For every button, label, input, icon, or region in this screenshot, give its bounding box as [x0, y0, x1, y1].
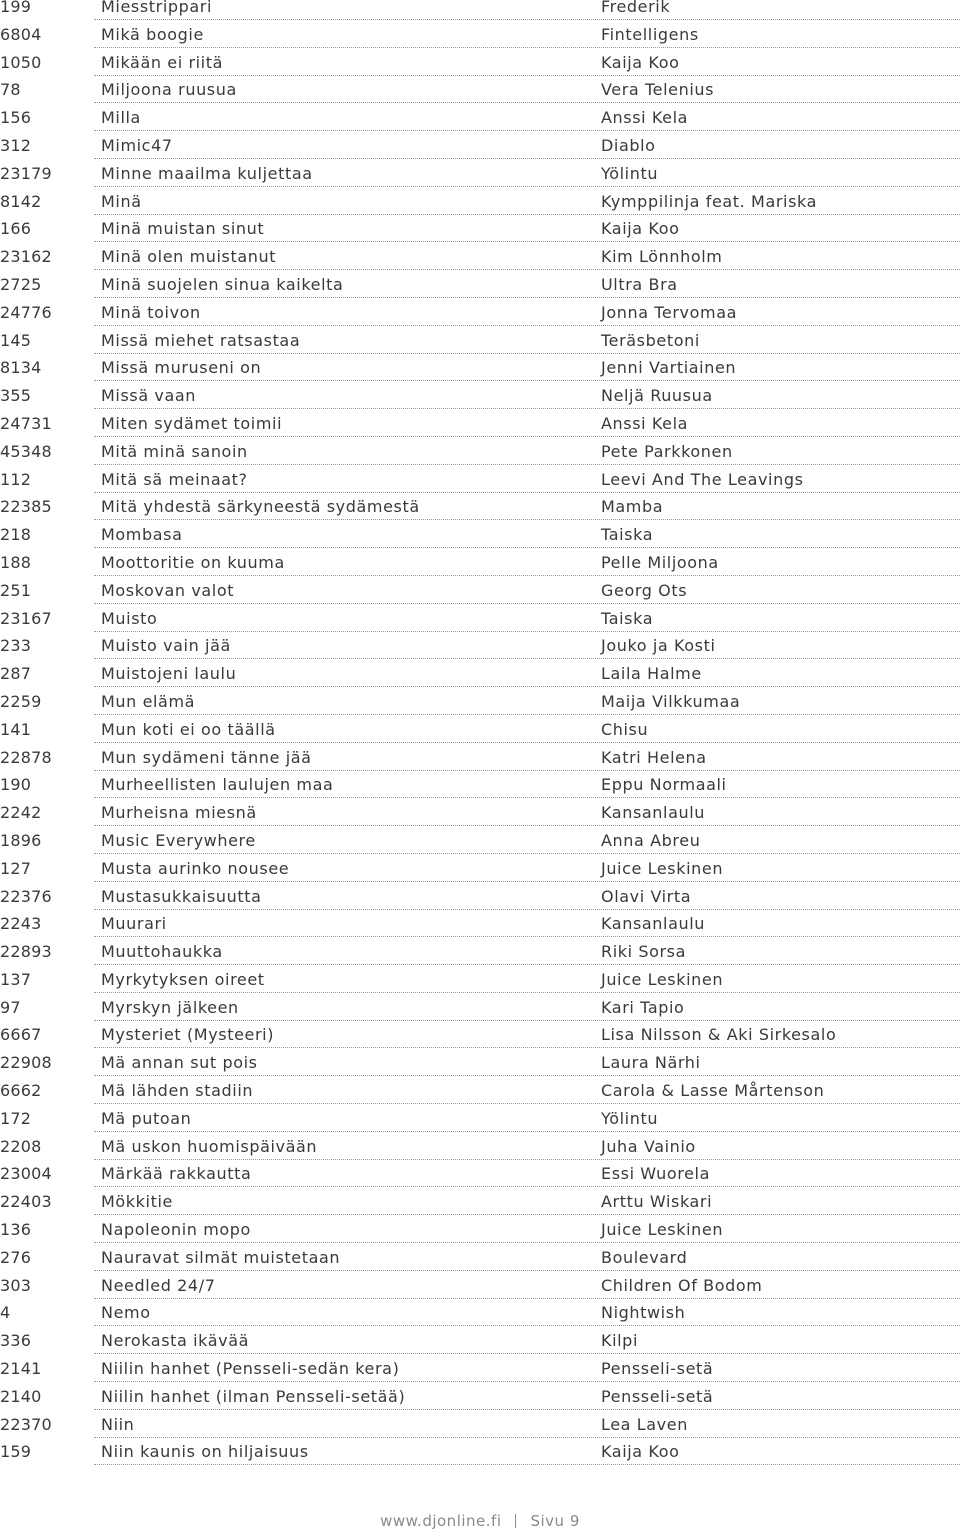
song-row [0, 914, 960, 945]
row-divider [94, 797, 960, 798]
song-row [0, 719, 960, 751]
song-artist: Jouko ja Kosti [601, 636, 716, 656]
song-row [0, 1386, 960, 1418]
song-title: Nerokasta ikävää [101, 1331, 250, 1351]
song-row [0, 1303, 960, 1334]
row-divider [94, 1437, 960, 1438]
song-artist: Maija Vilkkumaa [601, 691, 741, 711]
song-artist: Ultra Bra [601, 274, 678, 294]
footer-divider [515, 1514, 516, 1528]
song-artist: Jenni Vartiainen [601, 358, 737, 378]
song-artist: Vera Telenius [601, 80, 715, 100]
song-number: 199 [0, 0, 32, 16]
song-row [0, 997, 960, 1029]
song-title: Muistojeni laulu [101, 664, 237, 684]
row-divider [94, 686, 960, 687]
song-number: 22878 [0, 747, 52, 767]
song-title: Mikään ei riitä [101, 52, 223, 72]
song-number: 23004 [0, 1164, 52, 1184]
song-title: Napoleonin mopo [101, 1220, 251, 1240]
row-divider [94, 936, 960, 937]
song-title: Mä annan sut pois [101, 1053, 258, 1073]
song-number: 312 [0, 135, 32, 155]
song-number: 22376 [0, 886, 52, 906]
song-number: 159 [0, 1442, 32, 1462]
song-artist: Juha Vainio [601, 1136, 696, 1156]
song-row [0, 497, 960, 528]
song-number: 45348 [0, 441, 52, 461]
song-artist: Yölintu [601, 1108, 659, 1128]
song-title: Moottoritie on kuuma [101, 552, 285, 572]
song-title: Mä lähden stadiin [101, 1081, 254, 1101]
song-title: Minä muistan sinut [101, 219, 265, 239]
song-title: Muurari [101, 914, 167, 934]
song-artist: Frederik [601, 0, 671, 16]
row-divider [94, 575, 960, 576]
row-divider [94, 1242, 960, 1243]
song-row [0, 858, 960, 890]
song-row [0, 664, 960, 695]
song-title: Mun sydämeni tänne jää [101, 747, 312, 767]
song-title: Niilin hanhet (ilman Pensseli-setää) [101, 1386, 406, 1406]
song-title: Milla [101, 108, 141, 128]
song-title: Märkää rakkautta [101, 1164, 252, 1184]
song-artist: Teräsbetoni [601, 330, 700, 350]
song-title: Mitä minä sanoin [101, 441, 248, 461]
song-artist: Pete Parkkonen [601, 441, 733, 461]
song-number: 24731 [0, 413, 52, 433]
song-row [0, 274, 960, 306]
song-artist: Kansanlaulu [601, 803, 706, 823]
row-divider [94, 770, 960, 771]
song-number: 22370 [0, 1414, 52, 1434]
song-title: Minä toivon [101, 302, 201, 322]
row-divider [94, 353, 960, 354]
song-number: 4 [0, 1303, 11, 1323]
song-title: Mitä sä meinaat? [101, 469, 248, 489]
row-divider [94, 1214, 960, 1215]
song-artist: Kari Tapio [601, 997, 685, 1017]
song-row [0, 1192, 960, 1223]
song-number: 8134 [0, 358, 42, 378]
row-divider [94, 75, 960, 76]
song-number: 166 [0, 219, 32, 239]
row-divider [94, 631, 960, 632]
row-divider [94, 1298, 960, 1299]
song-row [0, 1414, 960, 1446]
song-artist: Children Of Bodom [601, 1275, 763, 1295]
row-divider [94, 964, 960, 965]
song-artist: Laura Närhi [601, 1053, 701, 1073]
row-divider [94, 1075, 960, 1076]
row-divider [94, 1047, 960, 1048]
row-divider [94, 1159, 960, 1160]
song-title: Muuttohaukka [101, 942, 223, 962]
song-number: 1050 [0, 52, 42, 72]
song-number: 233 [0, 636, 32, 656]
song-artist: Anssi Kela [601, 413, 689, 433]
song-artist: Juice Leskinen [601, 858, 724, 878]
row-divider [94, 1270, 960, 1271]
song-title: Mustasukkaisuutta [101, 886, 262, 906]
song-artist: Juice Leskinen [601, 969, 724, 989]
song-artist: Taiska [601, 525, 654, 545]
song-artist: Anna Abreu [601, 830, 701, 850]
row-divider [94, 881, 960, 882]
song-artist: Juice Leskinen [601, 1220, 724, 1240]
row-divider [94, 186, 960, 187]
song-row [0, 691, 960, 723]
song-row [0, 886, 960, 918]
song-number: 218 [0, 525, 32, 545]
row-divider [94, 853, 960, 854]
song-row [0, 608, 960, 640]
song-artist: Chisu [601, 719, 649, 739]
song-number: 251 [0, 580, 32, 600]
song-title: Niin kaunis on hiljaisuus [101, 1442, 309, 1462]
song-artist: Yölintu [601, 163, 659, 183]
song-row [0, 441, 960, 473]
song-artist: Kaija Koo [601, 52, 680, 72]
song-artist: Kansanlaulu [601, 914, 706, 934]
song-artist: Kymppilinja feat. Mariska [601, 191, 817, 211]
song-title: Missä muruseni on [101, 358, 262, 378]
song-artist: Fintelligens [601, 24, 699, 44]
page-footer [0, 1512, 960, 1530]
song-title: Mä uskon huomispäivään [101, 1136, 318, 1156]
song-title: Missä vaan [101, 386, 197, 406]
song-number: 136 [0, 1220, 32, 1240]
song-title: Mysteriet (Mysteeri) [101, 1025, 275, 1045]
row-divider [94, 1103, 960, 1104]
row-divider [94, 464, 960, 465]
song-row [0, 969, 960, 1001]
song-title: Mitä yhdestä särkyneestä sydämestä [101, 497, 420, 517]
song-title: Minne maailma kuljettaa [101, 163, 313, 183]
song-artist: Lea Laven [601, 1414, 688, 1434]
song-number: 6662 [0, 1081, 42, 1101]
song-number: 22908 [0, 1053, 52, 1073]
row-divider [94, 909, 960, 910]
song-artist: Pensseli-setä [601, 1359, 714, 1379]
row-divider [94, 102, 960, 103]
song-row [0, 1442, 960, 1473]
song-row [0, 830, 960, 862]
song-artist: Boulevard [601, 1247, 688, 1267]
song-artist: Pelle Miljoona [601, 552, 719, 572]
song-row [0, 135, 960, 167]
row-divider [94, 992, 960, 993]
song-row [0, 24, 960, 56]
song-number: 190 [0, 775, 32, 795]
song-title: Murheisna miesnä [101, 803, 257, 823]
song-title: Needled 24/7 [101, 1275, 216, 1295]
song-number: 276 [0, 1247, 32, 1267]
song-artist: Neljä Ruusua [601, 386, 713, 406]
song-number: 188 [0, 552, 32, 572]
row-divider [94, 603, 960, 604]
song-title: Muisto [101, 608, 158, 628]
song-number: 1896 [0, 830, 42, 850]
song-artist: Lisa Nilsson & Aki Sirkesalo [601, 1025, 837, 1045]
song-artist: Arttu Wiskari [601, 1192, 713, 1212]
song-number: 287 [0, 664, 32, 684]
song-row [0, 552, 960, 584]
row-divider [94, 1381, 960, 1382]
song-title: Nauravat silmät muistetaan [101, 1247, 341, 1267]
song-title: Myrkytyksen oireet [101, 969, 265, 989]
song-row [0, 1136, 960, 1168]
row-divider [94, 1020, 960, 1021]
song-number: 23179 [0, 163, 52, 183]
song-row [0, 1331, 960, 1362]
song-row [0, 775, 960, 806]
row-divider [94, 297, 960, 298]
song-number: 2243 [0, 914, 42, 934]
row-divider [94, 519, 960, 520]
row-divider [94, 1409, 960, 1410]
song-title: Mun elämä [101, 691, 196, 711]
song-title: Mä putoan [101, 1108, 192, 1128]
song-artist: Essi Wuorela [601, 1164, 711, 1184]
row-divider [94, 742, 960, 743]
song-row [0, 219, 960, 250]
song-number: 2259 [0, 691, 42, 711]
song-title: Niilin hanhet (Pensseli-sedän kera) [101, 1359, 400, 1379]
song-artist: Leevi And The Leavings [601, 469, 804, 489]
song-row [0, 191, 960, 223]
song-title: Music Everywhere [101, 830, 256, 850]
song-number: 97 [0, 997, 21, 1017]
row-divider [94, 130, 960, 131]
song-row [0, 1108, 960, 1140]
row-divider [94, 1186, 960, 1187]
footer-website[interactable]: www.djonline.fi [380, 1512, 502, 1530]
row-divider [94, 214, 960, 215]
song-number: 112 [0, 469, 32, 489]
song-artist: Georg Ots [601, 580, 688, 600]
song-row [0, 80, 960, 111]
row-divider [94, 1325, 960, 1326]
song-row [0, 942, 960, 973]
song-title: Mimic47 [101, 135, 173, 155]
song-number: 2140 [0, 1386, 42, 1406]
song-row [0, 580, 960, 612]
song-artist: Carola & Lasse Mårtenson [601, 1081, 825, 1101]
song-artist: Kilpi [601, 1331, 638, 1351]
song-row [0, 525, 960, 556]
song-row [0, 1247, 960, 1279]
song-number: 2725 [0, 274, 42, 294]
song-row [0, 108, 960, 139]
song-row [0, 52, 960, 84]
song-number: 145 [0, 330, 32, 350]
song-title: Minä olen muistanut [101, 247, 277, 267]
song-artist: Jonna Tervomaa [601, 302, 738, 322]
song-row [0, 469, 960, 501]
row-divider [94, 436, 960, 437]
song-row [0, 1025, 960, 1056]
song-artist: Eppu Normaali [601, 775, 727, 795]
song-number: 6667 [0, 1025, 42, 1045]
row-divider [94, 1353, 960, 1354]
row-divider [94, 19, 960, 20]
song-row [0, 330, 960, 362]
song-title: Muisto vain jää [101, 636, 231, 656]
song-number: 137 [0, 969, 32, 989]
row-divider [94, 492, 960, 493]
song-title: Mun koti ei oo täällä [101, 719, 276, 739]
song-row [0, 413, 960, 445]
row-divider [94, 1464, 960, 1465]
song-number: 303 [0, 1275, 32, 1295]
song-number: 172 [0, 1108, 32, 1128]
song-number: 22385 [0, 497, 52, 517]
row-divider [94, 47, 960, 48]
song-artist: Pensseli-setä [601, 1386, 714, 1406]
song-title: Musta aurinko nousee [101, 858, 290, 878]
song-row [0, 302, 960, 334]
row-divider [94, 325, 960, 326]
footer-page-number: Sivu 9 [530, 1512, 580, 1530]
song-title: Mökkitie [101, 1192, 173, 1212]
song-title: Minä [101, 191, 142, 211]
song-artist: Taiska [601, 608, 654, 628]
song-row [0, 1275, 960, 1307]
row-divider [94, 241, 960, 242]
song-artist: Anssi Kela [601, 108, 689, 128]
row-divider [94, 825, 960, 826]
song-row [0, 1359, 960, 1390]
song-artist: Kaija Koo [601, 219, 680, 239]
song-number: 336 [0, 1331, 32, 1351]
row-divider [94, 408, 960, 409]
row-divider [94, 158, 960, 159]
song-title: Mikä boogie [101, 24, 204, 44]
song-row [0, 1220, 960, 1251]
song-number: 24776 [0, 302, 52, 322]
song-title: Niin [101, 1414, 135, 1434]
song-number: 6804 [0, 24, 42, 44]
song-number: 156 [0, 108, 32, 128]
song-artist: Kim Lönnholm [601, 247, 723, 267]
song-title: Moskovan valot [101, 580, 235, 600]
song-title: Miesstrippari [101, 0, 213, 16]
song-title: Minä suojelen sinua kaikelta [101, 274, 344, 294]
song-number: 22403 [0, 1192, 52, 1212]
song-artist: Katri Helena [601, 747, 707, 767]
song-number: 141 [0, 719, 32, 739]
song-number: 23167 [0, 608, 52, 628]
song-artist: Olavi Virta [601, 886, 692, 906]
song-number: 78 [0, 80, 21, 100]
song-artist: Diablo [601, 135, 656, 155]
song-title: Murheellisten laulujen maa [101, 775, 334, 795]
song-title: Mombasa [101, 525, 183, 545]
song-title: Myrskyn jälkeen [101, 997, 239, 1017]
row-divider [94, 714, 960, 715]
song-artist: Laila Halme [601, 664, 702, 684]
song-row [0, 163, 960, 195]
song-artist: Kaija Koo [601, 1442, 680, 1462]
song-row [0, 1164, 960, 1195]
row-divider [94, 658, 960, 659]
song-number: 2208 [0, 1136, 42, 1156]
song-number: 22893 [0, 942, 52, 962]
song-artist: Riki Sorsa [601, 942, 687, 962]
song-row [0, 0, 960, 28]
song-row [0, 386, 960, 417]
song-artist: Nightwish [601, 1303, 686, 1323]
song-row [0, 803, 960, 834]
row-divider [94, 269, 960, 270]
row-divider [94, 1131, 960, 1132]
song-number: 8142 [0, 191, 42, 211]
row-divider [94, 547, 960, 548]
row-divider [94, 380, 960, 381]
song-number: 355 [0, 386, 32, 406]
song-row [0, 1081, 960, 1112]
song-row [0, 1053, 960, 1084]
song-row [0, 636, 960, 667]
song-row [0, 247, 960, 278]
song-number: 23162 [0, 247, 52, 267]
song-artist: Mamba [601, 497, 664, 517]
song-number: 2141 [0, 1359, 42, 1379]
song-row [0, 358, 960, 389]
song-title: Miljoona ruusua [101, 80, 237, 100]
song-title: Nemo [101, 1303, 151, 1323]
song-title: Missä miehet ratsastaa [101, 330, 301, 350]
song-number: 127 [0, 858, 32, 878]
song-number: 2242 [0, 803, 42, 823]
song-title: Miten sydämet toimii [101, 413, 283, 433]
song-row [0, 747, 960, 779]
